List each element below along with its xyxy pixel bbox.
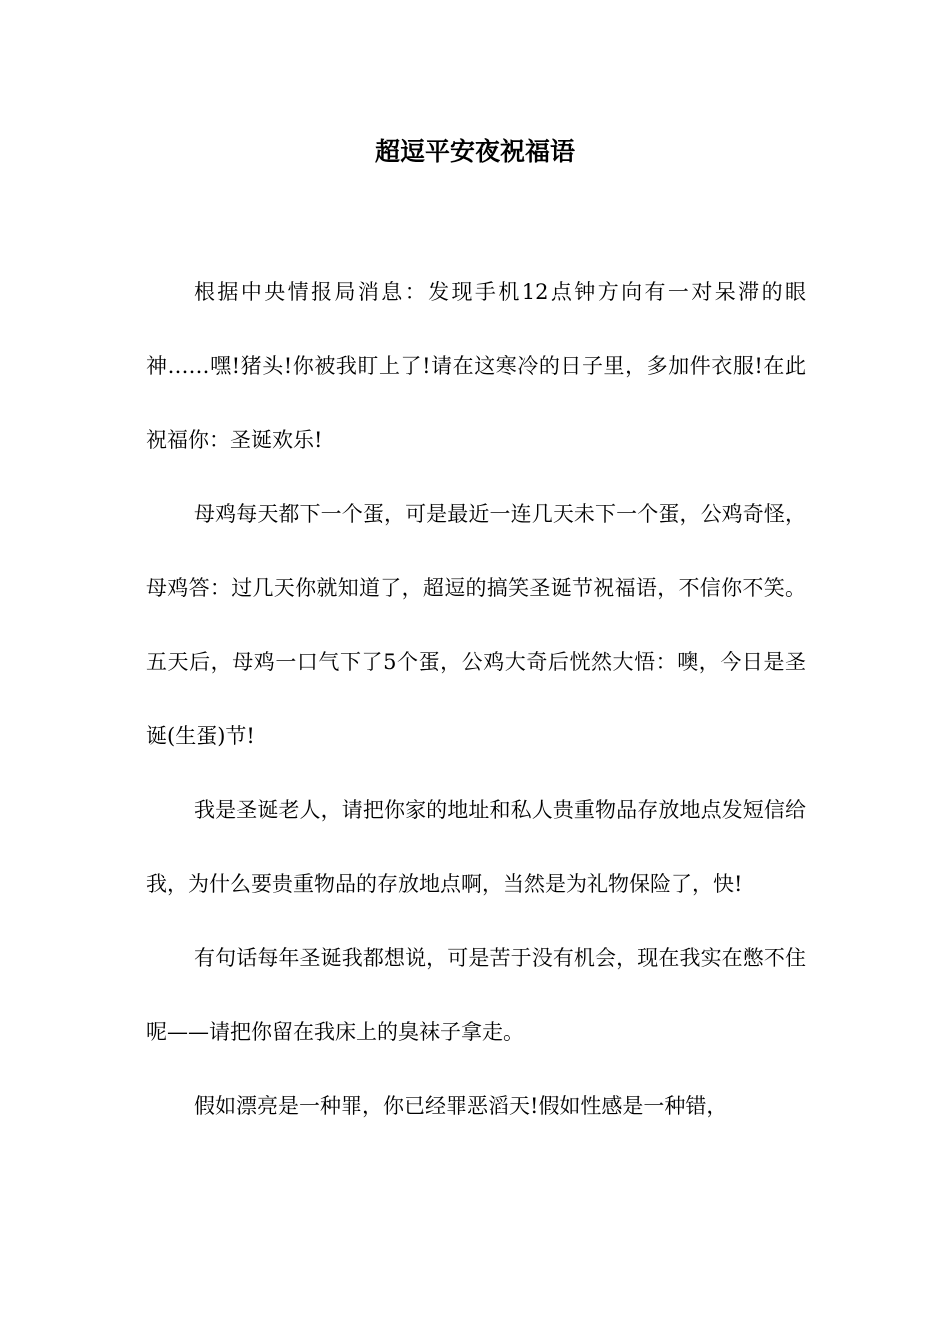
document-body — [146, 255, 806, 1143]
paragraph-2: 母鸡每天都下一个蛋，可是最近一连几天未下一个蛋，公鸡奇怪，母鸡答：过几天你就知道了，超逗的搞笑圣诞节祝福语，不信你不笑。五天后，母鸡一口气下了5个蛋，公鸡大奇后恍然大悟：噢，今日是圣诞(生蛋)节! — [146, 502, 806, 748]
document-title: 超逗平安夜祝福语 — [374, 137, 575, 166]
paragraph-3: 我是圣诞老人，请把你家的地址和私人贵重物品存放地点发短信给我，为什么要贵重物品的存放地点啊，当然是为礼物保险了，快! — [146, 798, 806, 896]
paragraph-4: 有句话每年圣诞我都想说，可是苦于没有机会，现在我实在憋不住呢——请把你留在我床上的臭袜子拿走。 — [146, 946, 806, 1044]
paragraph-5: 假如漂亮是一种罪，你已经罪恶滔天!假如性感是一种错， — [194, 1094, 728, 1118]
paragraph-1: 根据中央情报局消息：发现手机12点钟方向有一对呆滞的眼神……嘿!猪头!你被我盯上了!请在这寒冷的日子里，多加件衣服!在此祝福你：圣诞欢乐! — [146, 280, 806, 452]
